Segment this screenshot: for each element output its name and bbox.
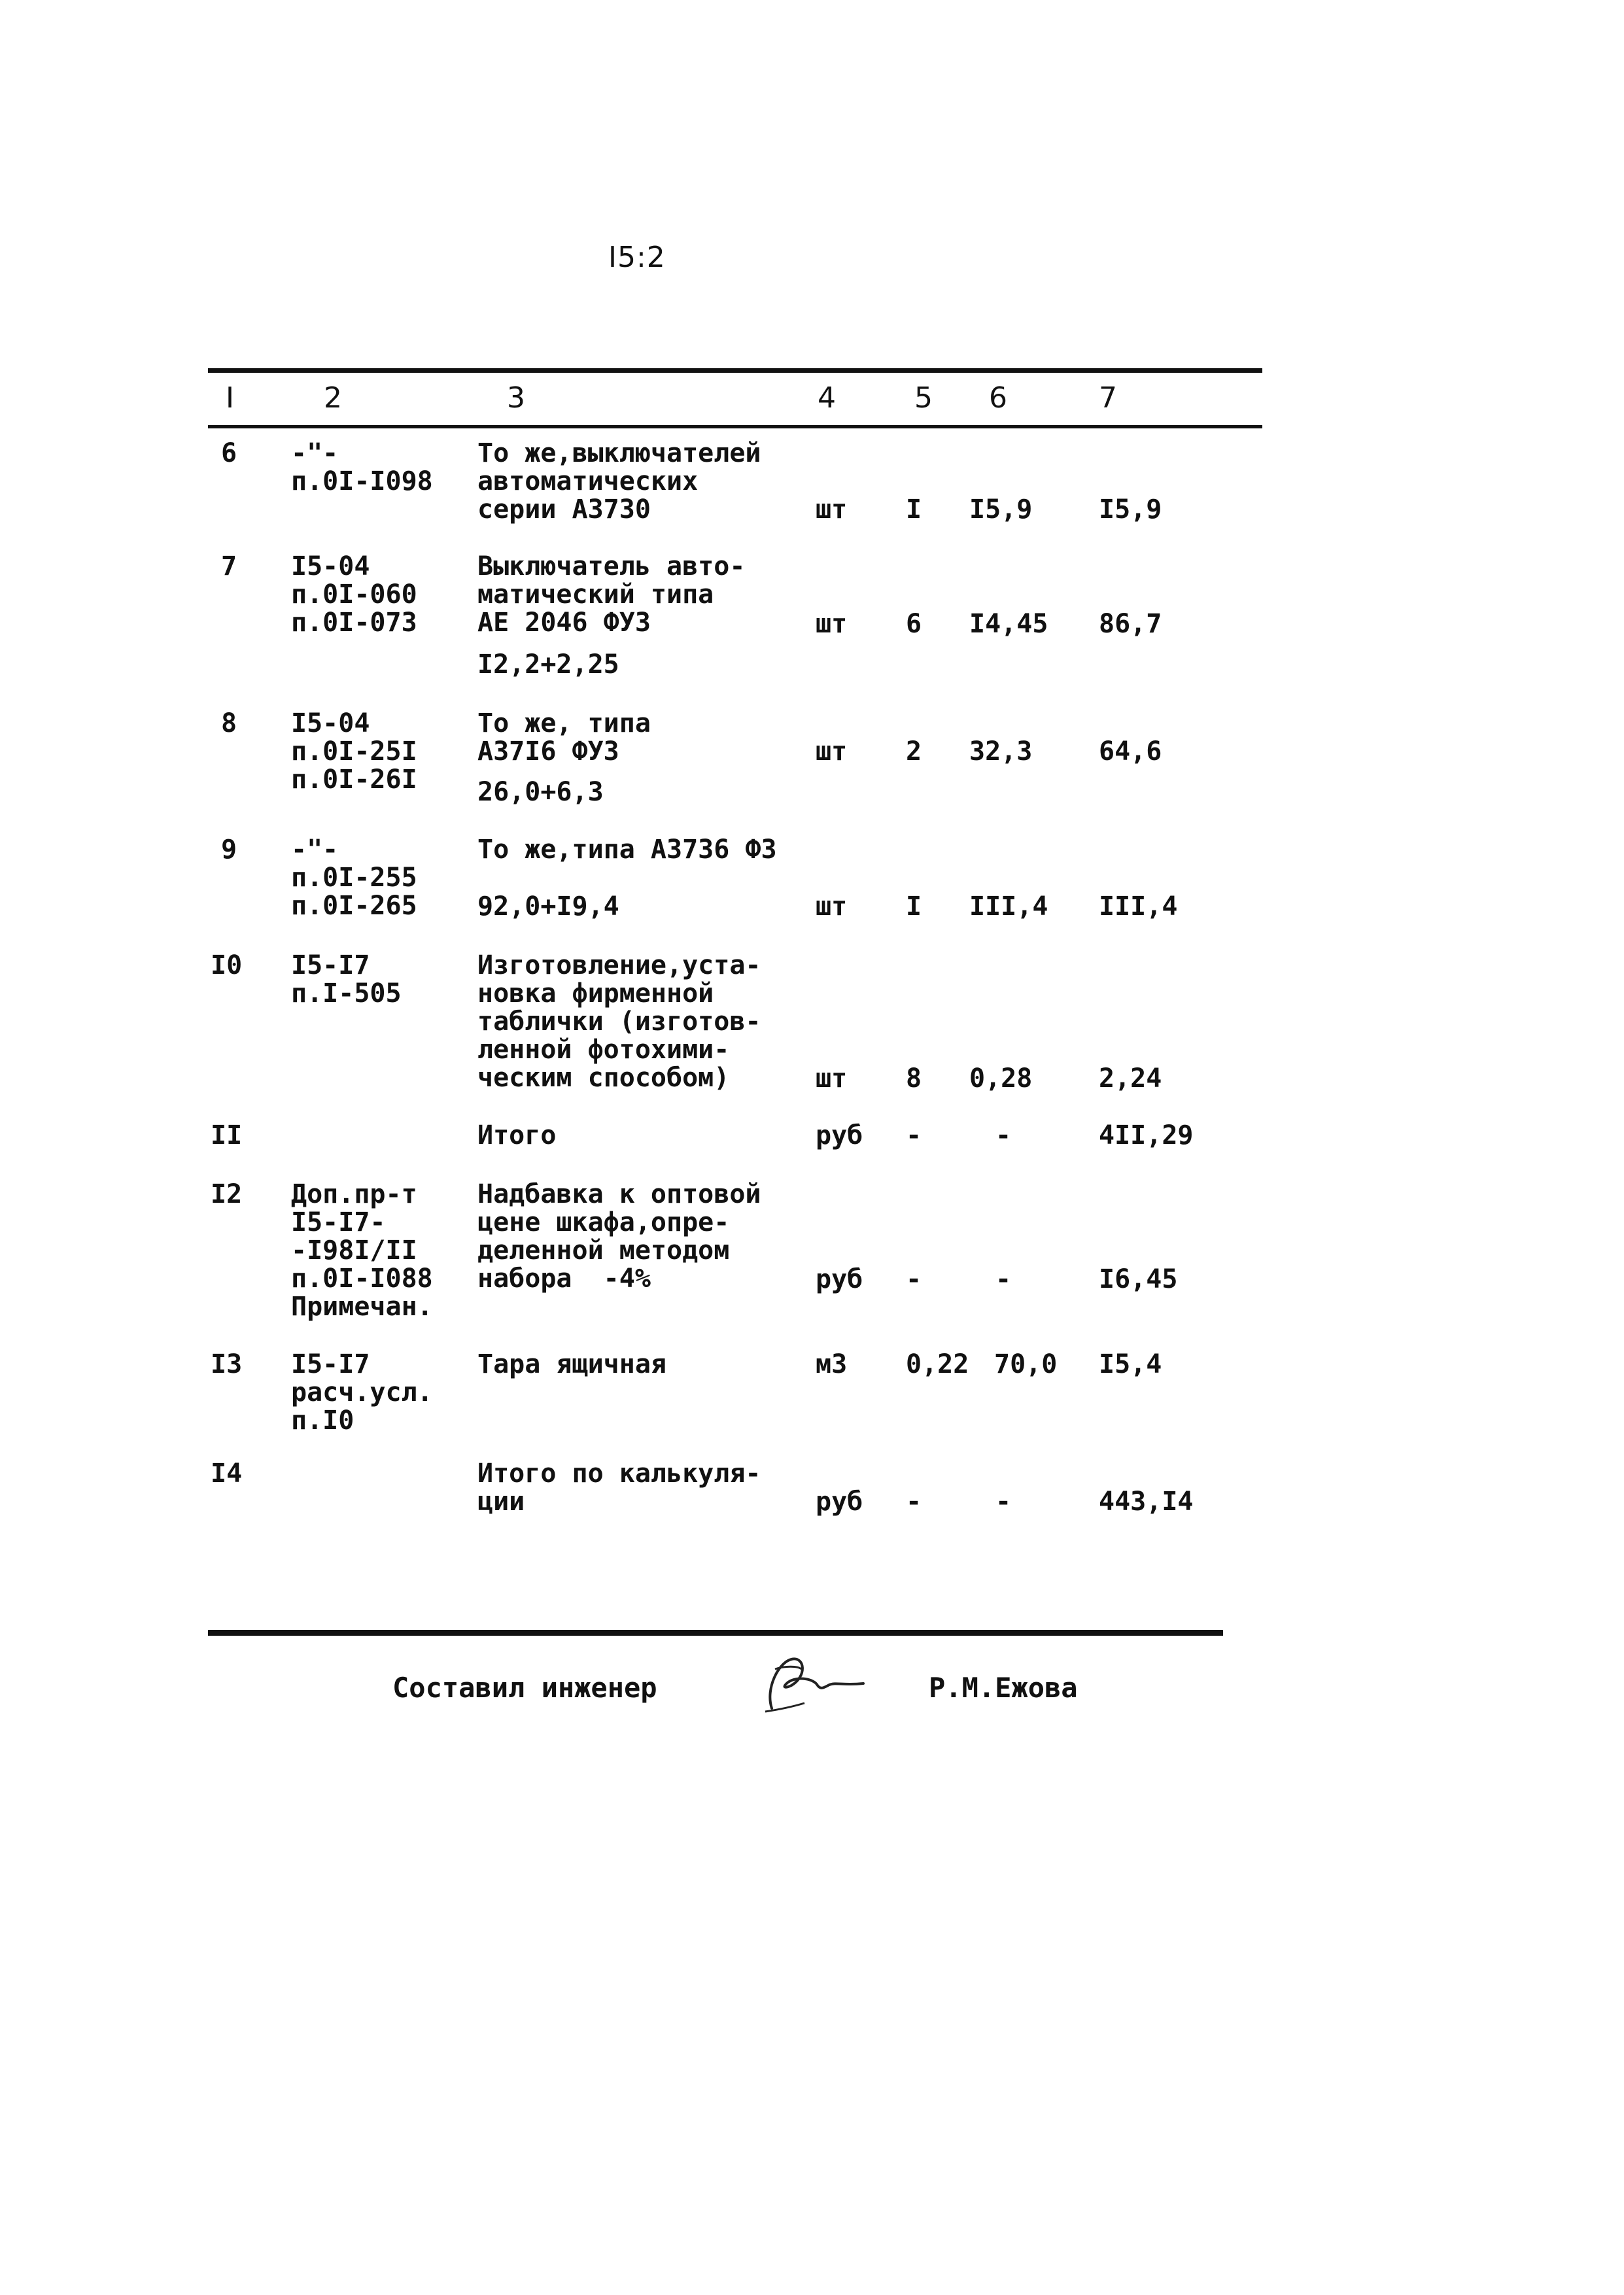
row-quantity: I xyxy=(906,494,922,525)
row-sum: I5,4 xyxy=(1099,1349,1162,1379)
row-quantity: - xyxy=(906,1120,922,1150)
row-number: I0 xyxy=(211,950,243,980)
row-reference: I5-04 п.0I-25I п.0I-26I xyxy=(291,708,417,795)
row-description: Изготовление,уста- новка фирменной таблички (изготов- ленной фотохими- ческим способом) xyxy=(477,950,761,1093)
compiled-by-label: Составил инженер xyxy=(392,1672,657,1704)
row-sum: 443,I4 xyxy=(1099,1487,1194,1517)
row-unit: шт xyxy=(816,609,848,639)
row-quantity: - xyxy=(906,1487,922,1517)
row-description-formula: 92,0+I9,4 xyxy=(477,891,619,922)
row-quantity: 8 xyxy=(906,1063,922,1094)
column-header-1: I xyxy=(226,381,234,415)
row-unit: шт xyxy=(816,736,848,767)
row-number: II xyxy=(211,1120,243,1150)
row-description-formula: 26,0+6,3 xyxy=(477,777,604,807)
row-sum: 4II,29 xyxy=(1099,1120,1194,1150)
row-description: То же, типа А37I6 ФУ3 xyxy=(477,708,651,767)
row-unit: м3 xyxy=(816,1349,848,1379)
row-number: I3 xyxy=(211,1349,243,1379)
row-number: 7 xyxy=(221,551,237,581)
engineer-name: Р.М.Ежова xyxy=(929,1672,1078,1704)
row-price: 0,28 xyxy=(969,1063,1033,1094)
row-price: I5,9 xyxy=(969,494,1033,525)
row-unit: руб xyxy=(816,1487,863,1517)
row-number: 8 xyxy=(221,708,237,738)
row-description: Итого по калькуля- ции xyxy=(477,1458,761,1517)
row-description: Надбавка к оптовой цене шкафа,опре- деленной методом набора -4% xyxy=(477,1179,761,1294)
row-quantity: - xyxy=(906,1264,922,1294)
row-description: Выключатель авто- матический типа АЕ 2046 ФУ3 xyxy=(477,551,746,638)
row-unit: шт xyxy=(816,891,848,922)
row-quantity: 0,22 xyxy=(906,1349,969,1379)
column-header-3: 3 xyxy=(507,381,525,415)
column-header-7: 7 xyxy=(1099,381,1117,415)
row-unit: руб xyxy=(816,1264,863,1294)
row-number: 9 xyxy=(221,835,237,865)
row-description: Итого xyxy=(477,1120,557,1150)
table-top-rule xyxy=(208,368,1262,373)
row-sum: I6,45 xyxy=(1099,1264,1178,1294)
row-sum: 86,7 xyxy=(1099,609,1162,639)
row-reference: I5-I7 расч.усл. п.I0 xyxy=(291,1349,433,1436)
row-price: III,4 xyxy=(969,891,1048,922)
row-number: I4 xyxy=(211,1458,243,1489)
column-header-4: 4 xyxy=(818,381,836,415)
row-unit: руб xyxy=(816,1120,863,1150)
row-sum: 2,24 xyxy=(1099,1063,1162,1094)
row-price: - xyxy=(995,1120,1012,1150)
row-description: Тара ящичная xyxy=(477,1349,666,1379)
row-reference: Доп.пр-т I5-I7- -I98I/II п.0I-I088 Примечан. xyxy=(291,1179,433,1322)
column-header-2: 2 xyxy=(324,381,342,415)
row-sum: 64,6 xyxy=(1099,736,1162,767)
column-header-6: 6 xyxy=(989,381,1007,415)
table-header-rule xyxy=(208,425,1262,428)
row-description: То же,выключателей автоматических серии А3730 xyxy=(477,438,761,525)
row-price: 70,0 xyxy=(994,1349,1058,1379)
row-reference: -"- п.0I-I098 xyxy=(291,438,433,496)
row-reference: I5-04 п.0I-060 п.0I-073 xyxy=(291,551,417,638)
row-sum: III,4 xyxy=(1099,891,1178,922)
row-unit: шт xyxy=(816,494,848,525)
row-reference: I5-I7 п.I-505 xyxy=(291,950,402,1009)
row-description-formula: I2,2+2,25 xyxy=(477,649,619,680)
table-bottom-rule xyxy=(208,1630,1223,1636)
row-number: 6 xyxy=(221,438,237,468)
row-quantity: 2 xyxy=(906,736,922,767)
row-reference: -"- п.0I-255 п.0I-265 xyxy=(291,835,417,921)
row-price: 32,3 xyxy=(969,736,1033,767)
row-price: - xyxy=(995,1487,1012,1517)
row-price: - xyxy=(995,1264,1012,1294)
row-quantity: I xyxy=(906,891,922,922)
page-number: I5:2 xyxy=(608,241,666,274)
row-description: То же,типа А3736 Ф3 xyxy=(477,835,777,865)
row-price: I4,45 xyxy=(969,609,1048,639)
row-unit: шт xyxy=(816,1063,848,1094)
row-sum: I5,9 xyxy=(1099,494,1162,525)
row-quantity: 6 xyxy=(906,609,922,639)
handwritten-signature xyxy=(752,1649,883,1721)
column-header-5: 5 xyxy=(914,381,933,415)
row-number: I2 xyxy=(211,1179,243,1209)
